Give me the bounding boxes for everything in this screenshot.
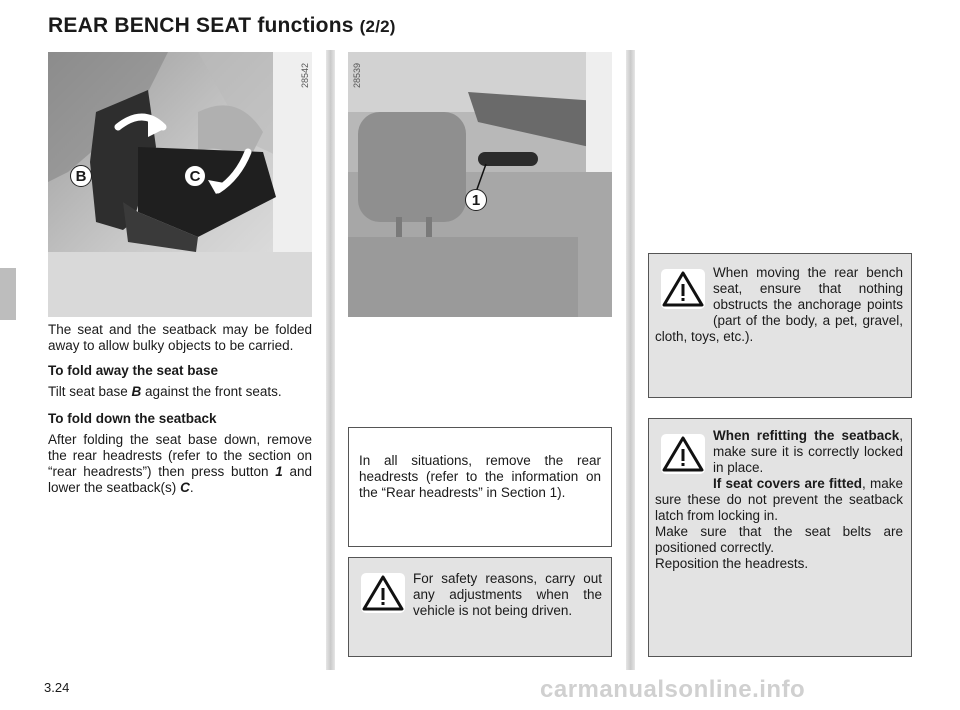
text-run: After folding the seat base down, remove the rear headrests (refer to the section on “rear headrests”) then press button: [48, 432, 312, 479]
note-text: In all situations, remove the rear headrests (refer to the information on the “Rear headrests” in Section 1).: [359, 453, 601, 500]
column-divider: [326, 50, 335, 670]
warning-text: For safety reasons, carry out any adjustments when the vehicle is not being driven.: [413, 571, 602, 618]
page-title-main: REAR BENCH SEAT functions: [48, 14, 354, 37]
warning-paragraph: Make sure that the seat belts are positioned correctly.: [655, 524, 903, 555]
section-paragraph: [48, 432, 312, 496]
note-box: [348, 427, 612, 547]
warning-box: [648, 253, 912, 398]
intro-paragraph: The seat and the seatback may be folded away to allow bulky objects to be carried.: [48, 322, 312, 353]
warning-emphasis: If seat covers are fitted: [713, 476, 862, 491]
figure-ref: 28539: [352, 62, 362, 88]
text-run: and lower the seatback(s): [48, 464, 312, 495]
warning-paragraph: Reposition the headrests.: [655, 556, 809, 571]
label-ref: C: [180, 480, 190, 495]
icon-spacer: [655, 265, 713, 327]
figure-ref: 28542: [300, 62, 310, 88]
warning-box: [648, 418, 912, 657]
label-ref: 1: [275, 464, 283, 479]
callout-b: B: [70, 165, 92, 187]
section-paragraph: [48, 384, 312, 400]
section-side-tab: [0, 268, 16, 320]
callout-c: C: [184, 165, 206, 187]
page-title: [48, 14, 396, 38]
page-number: 3.24: [44, 680, 70, 695]
text-run: against the front seats.: [141, 384, 282, 399]
warning-emphasis: When refitting the seatback: [713, 428, 900, 443]
seatback-release-photo: [348, 52, 612, 317]
seat-fold-photo: [48, 52, 312, 317]
column-divider: [626, 50, 635, 670]
warning-triangle-icon: [361, 573, 405, 613]
watermark: carmanualsonline.info: [540, 676, 806, 703]
label-ref: B: [131, 384, 142, 399]
warning-text-body: When moving the rear bench seat, ensure that nothing obstructs the anchorage points (part of the body, a pet, gravel, cloth, toys, etc.).: [655, 265, 903, 344]
section-heading: To fold away the seat base: [48, 363, 219, 378]
text-run: , make sure it is correctly locked in place.: [713, 428, 903, 475]
warning-box: [348, 557, 612, 657]
text-run: Tilt seat base: [48, 384, 132, 399]
warning-text: [655, 428, 903, 572]
body-text: [48, 322, 312, 496]
section-heading: To fold down the seatback: [48, 411, 217, 426]
callout-1: 1: [465, 189, 487, 211]
text-run: , make sure these do not prevent the seatback latch from locking in.: [655, 476, 903, 523]
icon-spacer: [655, 428, 713, 490]
page-title-part: (2/2): [359, 17, 396, 36]
text-run: .: [189, 480, 194, 495]
warning-text: [655, 265, 903, 345]
